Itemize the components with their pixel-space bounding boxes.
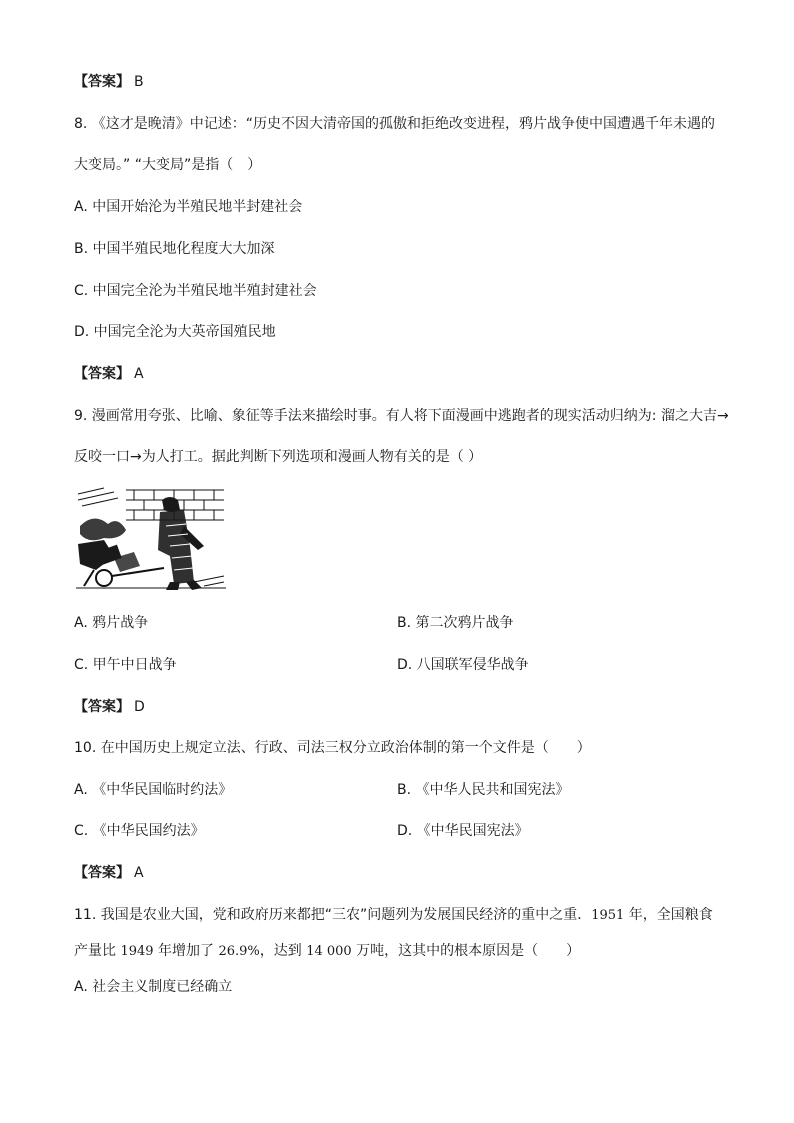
percentage: 26.9% bbox=[218, 944, 260, 959]
stem-text: 年，全国粮食 bbox=[624, 907, 713, 923]
answer-label: 【答案】 bbox=[74, 865, 130, 881]
question-8-option-d: D. 中国完全沦为大英帝国殖民地 bbox=[74, 324, 276, 340]
answer-line bbox=[74, 863, 144, 883]
answer-label: 【答案】 bbox=[74, 366, 130, 382]
question-10-option-b: B. 《中华人民共和国宪法》 bbox=[397, 782, 570, 798]
question-9-stem-line-2: 反咬一口→为人打工。据此判断下列选项和漫画人物有关的是（ ） bbox=[74, 449, 483, 465]
question-11-stem-line-2 bbox=[74, 941, 580, 962]
stem-text: 万吨，这其中的根本原因是（ ） bbox=[351, 943, 581, 959]
question-9-option-b: B. 第二次鸦片战争 bbox=[397, 615, 514, 631]
stem-text: 产量比 bbox=[74, 943, 121, 959]
answer-line bbox=[74, 72, 144, 92]
question-11-option-a: A. 社会主义制度已经确立 bbox=[74, 979, 233, 995]
answer-value: B bbox=[134, 74, 144, 90]
stem-text: ，达到 bbox=[259, 943, 307, 959]
question-9-option-d: D. 八国联军侵华战争 bbox=[397, 657, 529, 673]
answer-value: A bbox=[134, 865, 144, 881]
question-10-option-d: D. 《中华民国宪法》 bbox=[397, 823, 529, 839]
question-9-option-a: A. 鸦片战争 bbox=[74, 615, 149, 631]
question-11-stem-line-1 bbox=[74, 905, 713, 926]
answer-value: A bbox=[134, 366, 144, 382]
stem-text: 11. 我国是农业大国，党和政府历来都把“三农”问题列为发展国民经济的重中之重． bbox=[74, 907, 592, 923]
question-8-stem-line-1: 8. 《这才是晚清》中记述：“历史不因大清帝国的孤傲和拒绝改变进程，鸦片战争使中国遭遇千年未遇的 bbox=[74, 116, 716, 132]
answer-label: 【答案】 bbox=[74, 74, 130, 90]
answer-line bbox=[74, 364, 144, 384]
answer-label: 【答案】 bbox=[74, 699, 130, 715]
answer-value: D bbox=[134, 699, 145, 715]
question-8-stem-line-2: 大变局。” “大变局”是指（ ） bbox=[74, 157, 262, 173]
question-8-option-b: B. 中国半殖民地化程度大大加深 bbox=[74, 241, 275, 257]
tonnage: 14 000 bbox=[306, 944, 352, 959]
question-8-option-a: A. 中国开始沦为半殖民地半封建社会 bbox=[74, 199, 303, 215]
question-9-option-c: C. 甲午中日战争 bbox=[74, 657, 177, 673]
question-9-stem-line-1: 9. 漫画常用夸张、比喻、象征等手法来描绘时事。有人将下面漫画中逃跑者的现实活动归纳为: 溜之大吉→ bbox=[74, 408, 729, 424]
stem-text: 年增加了 bbox=[153, 943, 219, 959]
question-8-option-c: C. 中国完全沦为半殖民地半殖封建社会 bbox=[74, 283, 317, 299]
cartoon-illustration bbox=[74, 486, 228, 592]
question-10-option-a: A. 《中华民国临时约法》 bbox=[74, 782, 233, 798]
year-number: 1949 bbox=[120, 944, 154, 959]
question-10-stem: 10. 在中国历史上规定立法、行政、司法三权分立政治体制的第一个文件是（ ） bbox=[74, 740, 591, 756]
question-10-option-c: C. 《中华民国约法》 bbox=[74, 823, 205, 839]
year-number: 1951 bbox=[591, 908, 625, 923]
answer-line bbox=[74, 697, 145, 717]
